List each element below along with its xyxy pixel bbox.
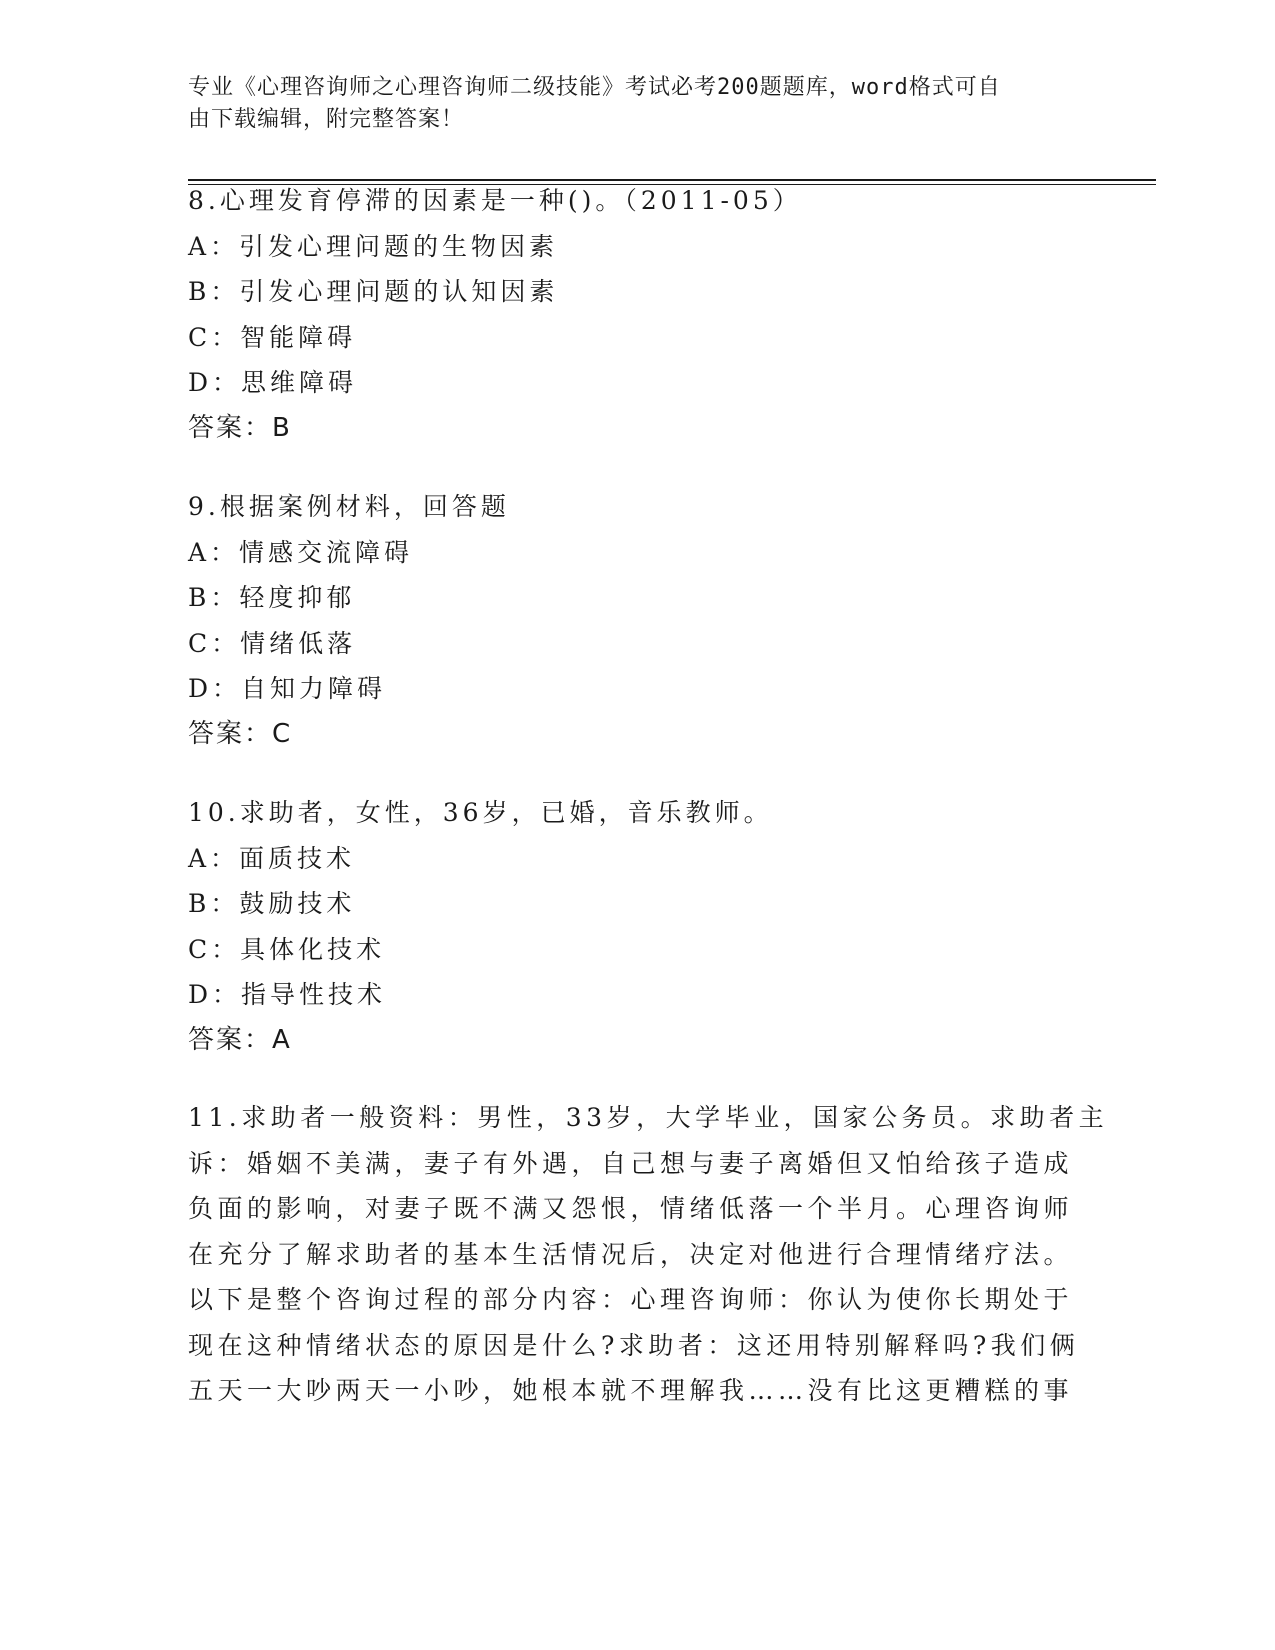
option-c: C：智能障碍 (188, 322, 357, 352)
question-8 (188, 178, 1088, 451)
paragraph-line: 以下是整个咨询过程的部分内容：心理咨询师：你认为使你长期处于 (188, 1285, 1074, 1314)
option-a: A：引发心理问题的生物因素 (188, 231, 559, 261)
option-d: D：指导性技术 (188, 980, 387, 1009)
question-10 (188, 790, 1088, 1063)
answer: 答案：C (188, 718, 293, 749)
option-c: C：具体化技术 (188, 934, 386, 964)
paragraph-line: 负面的影响，对妻子既不满又怨恨，情绪低落一个半月。心理咨询师 (188, 1194, 1074, 1223)
question-stem: 8.心理发育停滞的因素是一种()。（2011-05） (188, 186, 802, 215)
paragraph-line: 在充分了解求助者的基本生活情况后，决定对他进行合理情绪疗法。 (188, 1239, 1074, 1269)
option-c: C：情绪低落 (188, 628, 357, 658)
answer: 答案：A (188, 1024, 292, 1055)
option-a: A：情感交流障碍 (188, 537, 414, 567)
paragraph-line: 五天一大吵两天一小吵，她根本就不理解我……没有比这更糟糕的事 (188, 1376, 1074, 1405)
question-11 (188, 1095, 1109, 1414)
header-line-1: 专业《心理咨询师之心理咨询师二级技能》考试必考200题题库，word格式可自 (188, 75, 1001, 100)
option-b: B：轻度抑郁 (188, 583, 356, 612)
answer: 答案：B (188, 412, 292, 443)
header-line-2: 由下载编辑，附完整答案！ (188, 107, 465, 132)
question-11-text (188, 1095, 1109, 1414)
option-d: D：思维障碍 (188, 368, 358, 397)
question-9 (188, 484, 1088, 757)
paragraph-line: 11.求助者一般资料：男性，33岁，大学毕业，国家公务员。求助者主 (188, 1103, 1109, 1132)
option-b: B：鼓励技术 (188, 889, 356, 918)
question-stem: 9.根据案例材料，回答题 (188, 492, 510, 521)
document-header (188, 72, 1078, 136)
option-d: D：自知力障碍 (188, 674, 387, 703)
question-stem: 10.求助者，女性，36岁，已婚，音乐教师。 (188, 798, 773, 827)
option-b: B：引发心理问题的认知因素 (188, 277, 559, 306)
paragraph-line: 现在这种情绪状态的原因是什么?求助者：这还用特别解释吗?我们俩 (188, 1330, 1080, 1360)
paragraph-line: 诉：婚姻不美满，妻子有外遇，自己想与妻子离婚但又怕给孩子造成 (188, 1148, 1074, 1178)
option-a: A：面质技术 (188, 843, 356, 873)
